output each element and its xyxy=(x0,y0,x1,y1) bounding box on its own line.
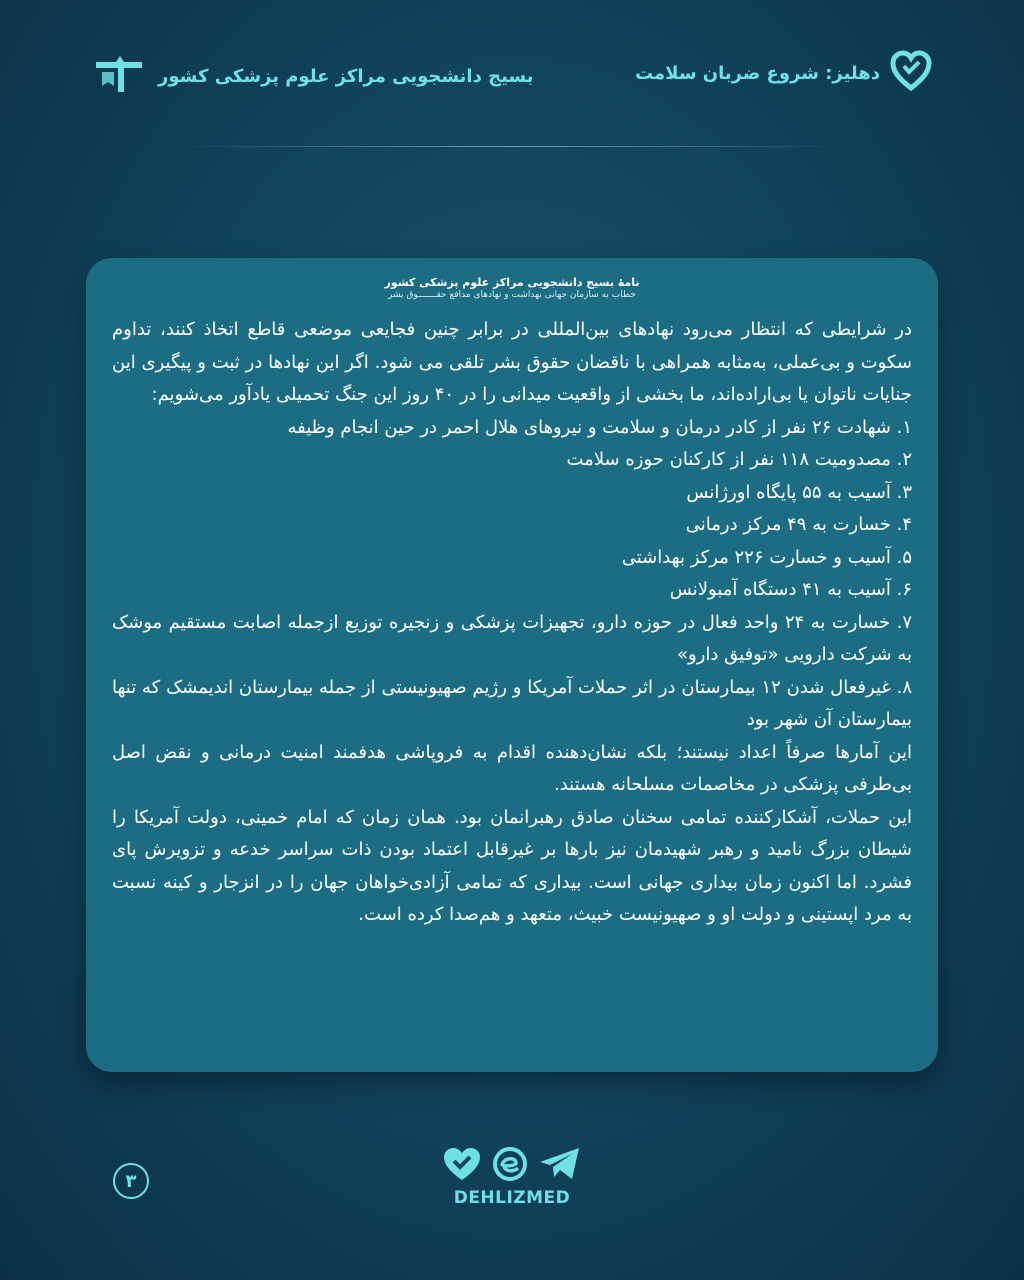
closing-paragraph: این حملات، آشکارکننده تمامی سخنان صادق رهبرانمان بود. همان زمان که امام خمینی، دولت آمریکا را شیطان بزرگ نامید و رهبر شهیدمان نیز بارها بر غیرقابل اعتماد بودن ذات سراسر خدعه و تزویرش پای فشرد. اما اکنون زمان بیداری جهانی است. بیداری که تمامی آزادی‌خواهان جهان را در انزجار و کینه نسبت به مرد اپستینی و دولت او و صهیونیست خبیث، متعهد و هم‌صدا کرده است. xyxy=(112,806,912,925)
list-item: ۵. آسیب و خسارت ۲۲۶ مرکز بهداشتی xyxy=(621,546,912,568)
social-icons xyxy=(440,1146,584,1186)
list-item: ۷. خسارت به ۲۴ واحد فعال در حوزه دارو، تجهیزات پزشکی و زنجیره توزیع ازجمله اصابت مستقیم موشک به شرکت دارویی «توفیق دارو» xyxy=(112,611,912,665)
header-brand xyxy=(635,50,932,96)
letter-card xyxy=(86,258,938,1072)
list-item: ۴. خسارت به ۴۹ مرکز درمانی xyxy=(685,514,912,535)
brand-heart-logo-icon xyxy=(890,50,932,96)
org-logo-icon xyxy=(92,52,146,100)
list-item: ۲. مصدومیت ۱۱۸ نفر از کارکنان حوزه سلامت xyxy=(566,449,912,470)
eitaa-icon[interactable] xyxy=(492,1146,528,1186)
card-body xyxy=(112,314,912,932)
brand-text: دهلیز: شروع ضربان سلامت xyxy=(634,62,880,84)
card-title: نامهٔ بسیج دانشجویی مراکز علوم پزشکی کشور xyxy=(384,276,640,289)
list-item: ۳. آسیب به ۵۵ پایگاه اورژانس xyxy=(686,481,912,503)
telegram-icon[interactable] xyxy=(538,1146,582,1186)
statistics-paragraph: این آمارها صرفاً اعداد نیستند؛ بلکه نشان‌دهنده اقدام به فروپاشی هدفمند امنیت درمانی و نقض اصل بی‌طرفی پزشکی در مخاصمات مسلحانه هستند. xyxy=(112,741,912,795)
footer-brand xyxy=(440,1146,584,1208)
card-subtitle: خطاب به سازمان جهانی بهداشت و نهادهای مدافع حقـــــــوق بشر xyxy=(388,290,636,300)
footer-brand-name: DEHLIZMED xyxy=(453,1188,571,1208)
card-header xyxy=(112,276,912,300)
header-org xyxy=(92,52,534,100)
page-number: ۳ xyxy=(113,1163,149,1199)
heart-badge-icon[interactable] xyxy=(442,1146,482,1186)
list-item: ۱. شهادت ۲۶ نفر از کادر درمان و سلامت و نیروهای هلال احمر در حین انجام وظیفه xyxy=(287,416,912,438)
org-name: بسیج دانشجویی مراکز علوم پزشکی کشور xyxy=(158,65,534,87)
intro-paragraph: در شرایطی که انتظار می‌رود نهادهای بین‌المللی در برابر چنین فجایعی موضعی قاطع اتخاذ کنند، تداوم سکوت و بی‌عملی، به‌مثابه همراهی با ناقضان حقوق بشر تلقی می شود. اگر این نهادها در ثبت و پیگیری این جنایات ناتوان یا بی‌اراده‌اند، ما بخشی از واقعیت میدانی را در ۴۰ روز این جنگ تحمیلی یادآور می‌شویم: xyxy=(112,319,912,405)
header-divider xyxy=(175,146,847,147)
list-item: ۶. آسیب به ۴۱ دستگاه آمبولانس xyxy=(669,579,912,600)
list-item: ۸. غیرفعال شدن ۱۲ بیمارستان در اثر حملات آمریکا و رژیم صهیونیستی از جمله بیمارستان اندیمشک که تنها بیمارستان آن شهر بود xyxy=(112,676,912,730)
